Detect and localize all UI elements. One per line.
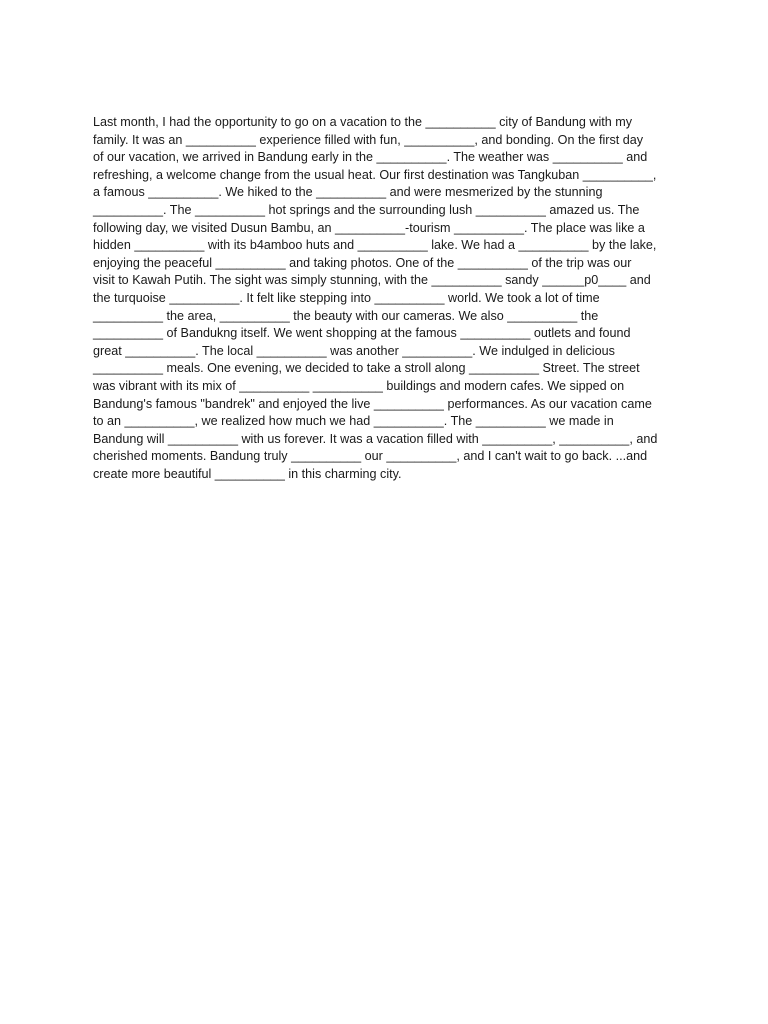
paragraph-line: was vibrant with its mix of __________ __________ buildings and modern cafes. We sipped on — [93, 378, 625, 393]
paragraph-line: to an __________, we realized how much we had __________. The __________ we made in — [93, 414, 614, 429]
paragraph-line: visit to Kawah Putih. The sight was simply stunning, with the __________ sandy ______p0____ and — [93, 273, 651, 288]
story-paragraph — [93, 114, 678, 483]
paragraph-line: family. It was an __________ experience filled with fun, __________, and bonding. On the first day — [93, 132, 644, 147]
paragraph-line: __________ meals. One evening, we decided to take a stroll along __________ Street. The street — [93, 361, 640, 376]
paragraph-line: of our vacation, we arrived in Bandung early in the __________. The weather was __________ and — [93, 150, 648, 165]
paragraph-line: great __________. The local __________ was another __________. We indulged in delicious — [93, 343, 615, 358]
paragraph-line: following day, we visited Dusun Bambu, an __________-tourism __________. The place was like a — [93, 220, 645, 235]
paragraph-line: hidden __________ with its b4amboo huts and __________ lake. We had a __________ by the lake, — [93, 238, 657, 253]
paragraph-line: Bandung will __________ with us forever. It was a vacation filled with __________, __________, and — [93, 431, 658, 446]
paragraph-line: create more beautiful __________ in this charming city. — [93, 466, 402, 481]
paragraph-line: cherished moments. Bandung truly __________ our __________, and I can't wait to go back. ...and — [93, 449, 648, 464]
paragraph-line: the turquoise __________. It felt like stepping into __________ world. We took a lot of time — [93, 290, 600, 305]
paragraph-line: Last month, I had the opportunity to go on a vacation to the __________ city of Bandung with my — [93, 115, 633, 129]
paragraph-line: refreshing, a welcome change from the usual heat. Our first destination was Tangkuban __________, — [93, 167, 657, 182]
paragraph-line: Bandung's famous "bandrek" and enjoyed the live __________ performances. As our vacation came — [93, 396, 652, 411]
paragraph-line: __________ the area, __________ the beauty with our cameras. We also __________ the — [93, 308, 599, 323]
paragraph-line: __________. The __________ hot springs and the surrounding lush __________ amazed us. The — [93, 202, 640, 217]
paragraph-line: __________ of Bandukng itself. We went shopping at the famous __________ outlets and found — [93, 326, 631, 341]
paragraph-line: enjoying the peaceful __________ and taking photos. One of the __________ of the trip was our — [93, 255, 632, 270]
paragraph-line: a famous __________. We hiked to the __________ and were mesmerized by the stunning — [93, 185, 603, 200]
